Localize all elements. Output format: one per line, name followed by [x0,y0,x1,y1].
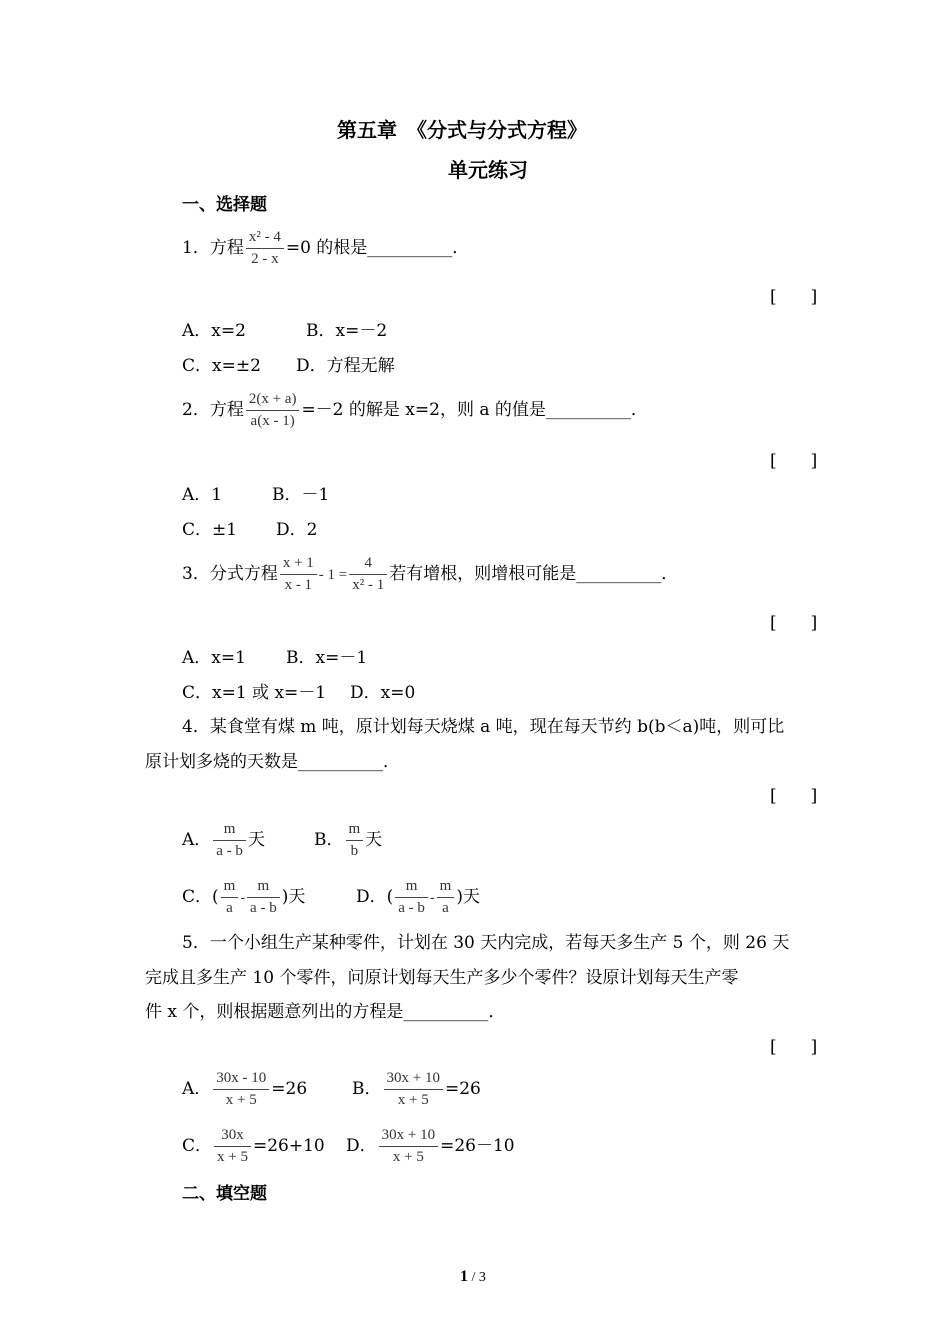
q4-option-d-minus: - [429,890,435,906]
q1-suffix: =0 的根是__________． [285,238,470,258]
question-4-line-2: 原计划多烧的天数是__________． [145,752,400,772]
q5-option-d-rhs: =26－10 [440,1136,515,1156]
q5-option-d-fraction: $\frac{30x + 10}{x + 5}$ [379,1128,438,1165]
answer-bracket-5: [ ] [770,1037,818,1057]
question-5-line-3: 件 x 个，则根据题意列出的方程是__________． [145,1002,506,1022]
q4-option-d [356,879,480,916]
q1-prefix: 1．方程 [182,238,244,258]
q5-option-c-label: C． [182,1136,213,1156]
section-heading-fill: 二、填空题 [182,1184,267,1204]
q4-option-a-label: A． [182,830,212,850]
q1-option-c: C．x=±2 [182,356,261,376]
q2-option-a: A．1 [182,485,223,505]
question-5-line-2: 完成且多生产 10 个零件，问原计划每天生产多少个零件？设原计划每天生产零 [145,968,739,988]
answer-bracket-2: [ ] [770,451,818,471]
q5-option-d [346,1128,515,1165]
q3-option-c: C．x=1 或 x=－1 [182,683,327,703]
q4-option-c-unit: )天 [281,887,306,907]
q4-option-c [182,879,305,916]
q5-option-b [352,1071,481,1108]
page-total: 3 [478,1270,486,1285]
q4-option-c-fraction-1: $\frac{m}{a}$ [221,879,239,916]
q2-suffix: =－2 的解是 x=2，则 a 的值是__________． [301,400,648,420]
q3-prefix: 3．分式方程 [182,564,278,584]
q4-option-b-unit: 天 [365,830,383,850]
q5-option-b-rhs: =26 [444,1079,481,1099]
answer-bracket-4: [ ] [770,786,818,806]
q4-option-d-label: D．( [356,887,394,907]
q4-option-d-fraction-2: $\frac{m}{a}$ [437,879,455,916]
q5-option-d-label: D． [346,1136,377,1156]
page-subtitle: 单元练习 [448,158,528,182]
q4-option-c-minus: - [240,890,246,906]
q4-option-d-fraction-1: $\frac{m}{a - b}$ [395,879,428,916]
page-separator: / [468,1270,479,1285]
q4-option-b-label: B． [314,830,344,850]
question-1 [182,230,469,267]
q4-option-a-unit: 天 [247,830,265,850]
q5-option-c [182,1128,325,1165]
q1-option-a: A．x=2 [182,321,246,341]
q4-option-a-fraction: $\frac{m}{a - b}$ [213,822,246,859]
q3-option-a: A．x=1 [182,648,246,668]
q5-option-c-fraction: $\frac{30x}{x + 5}$ [214,1128,251,1165]
q3-fraction-right: $\frac{4}{\text{x² - 1}}$ [349,556,387,593]
q2-option-c: C．±1 [182,520,238,540]
q5-option-b-label: B． [352,1079,382,1099]
q5-option-a [182,1071,307,1108]
answer-bracket-1: [ ] [770,287,818,307]
q2-option-d: D．2 [276,520,318,540]
q4-option-b [314,822,382,859]
answer-bracket-3: [ ] [770,613,818,633]
q5-option-a-rhs: =26 [271,1079,308,1099]
q3-option-d: D．x=0 [350,683,416,703]
question-3 [182,556,678,593]
q5-option-b-fraction: $\frac{30x + 10}{x + 5}$ [384,1071,443,1108]
q3-option-b: B．x=－1 [286,648,368,668]
q2-option-b: B．－1 [272,485,330,505]
q2-prefix: 2．方程 [182,400,244,420]
question-5-line-1: 5．一个小组生产某种零件，计划在 30 天内完成，若每天多生产 5 个，则 26 天 [182,933,790,953]
question-4-line-1: 4．某食堂有煤 m 吨，原计划每天烧煤 a 吨，现在每天节约 b(b＜a)吨，则可比 [182,717,785,737]
section-heading-choice: 一、选择题 [182,195,267,215]
q4-option-b-fraction: $\frac{m}{b}$ [346,822,364,859]
page-number [460,1269,486,1285]
q1-option-d: D．方程无解 [296,356,395,376]
q4-option-a [182,822,265,859]
q5-option-a-fraction: $\frac{30x - 10}{x + 5}$ [213,1071,269,1108]
page-title: 第五章 《分式与分式方程》 [337,118,587,142]
q3-suffix: 若有增根，则增根可能是__________． [389,564,679,584]
q4-option-c-label: C．( [182,887,219,907]
q2-fraction: $\frac{2(x + a)}{a(x - 1)}$ [246,392,300,429]
question-2 [182,392,648,429]
q1-option-b: B．x=－2 [306,321,388,341]
q3-fraction-left: $\frac{x + 1}{x - 1}$ [280,556,317,593]
q4-option-c-fraction-2: $\frac{m}{a - b}$ [247,879,280,916]
q5-option-c-rhs: =26+10 [252,1136,325,1156]
q1-fraction: $\frac{\text{x² - 4}}{2 - x}$ [246,230,284,267]
page-current: 1 [460,1268,468,1285]
q5-option-a-label: A． [182,1079,212,1099]
q4-option-d-unit: )天 [456,887,480,907]
q3-middle: - 1 = [318,567,348,583]
